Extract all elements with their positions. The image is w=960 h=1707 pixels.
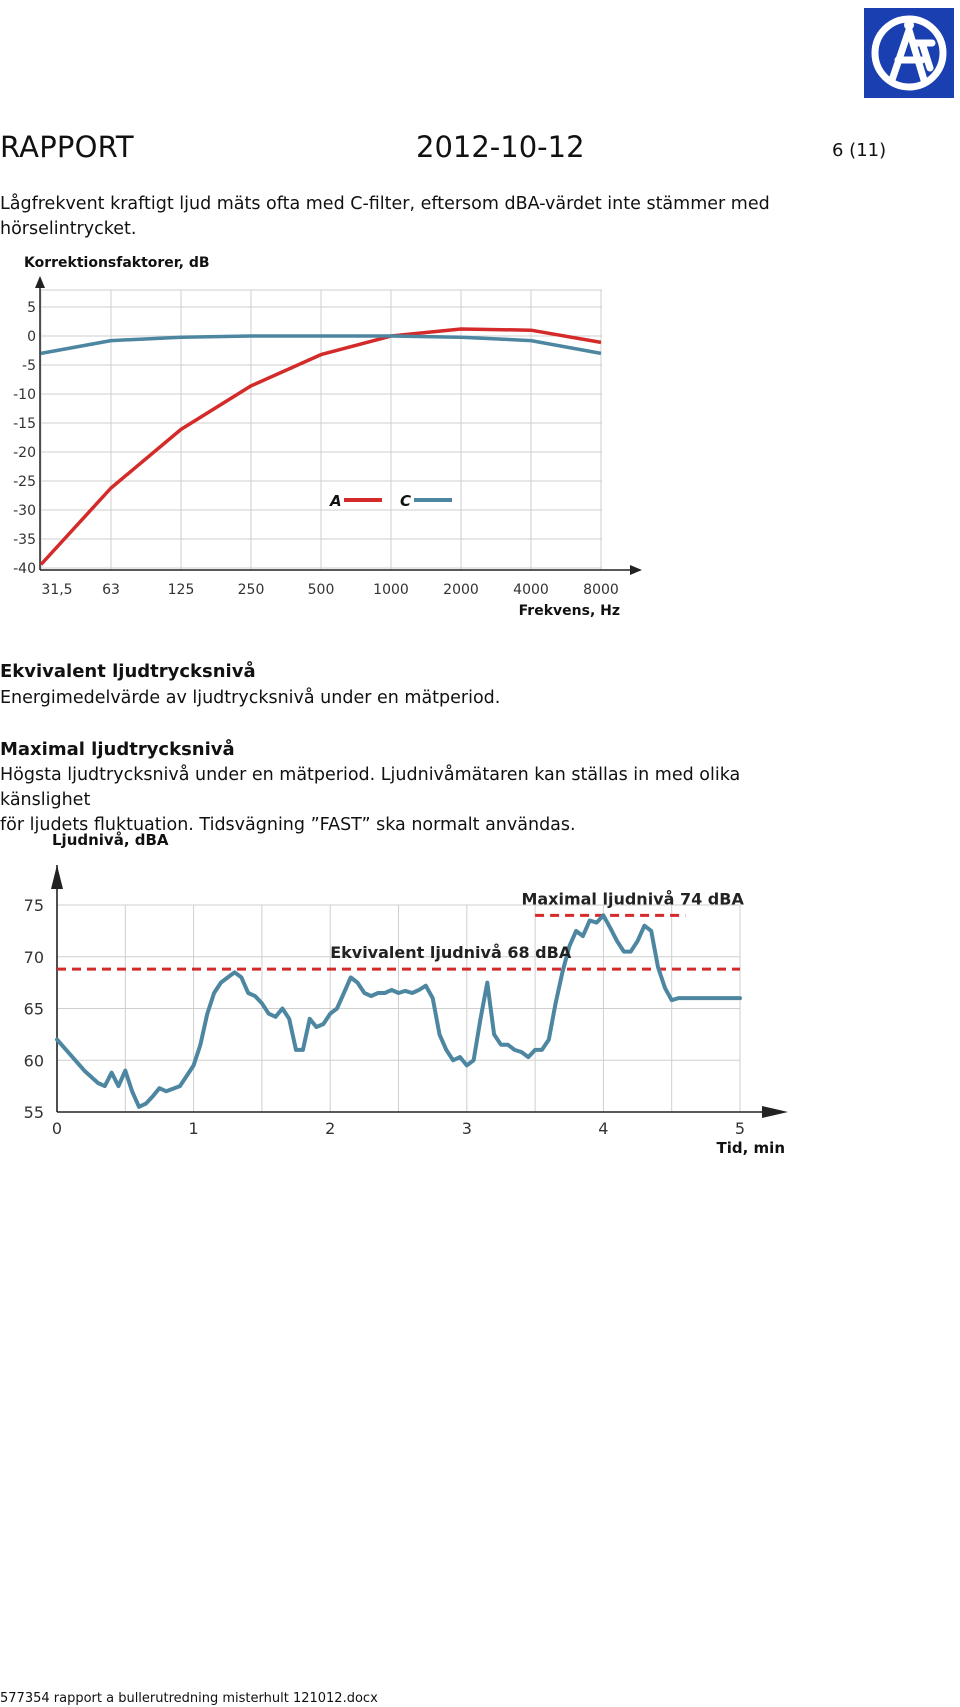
intro-paragraph xyxy=(0,192,800,242)
chart1-x-tick-label: 1000 xyxy=(373,582,409,598)
chart2-y-tick-label: 75 xyxy=(23,896,44,915)
chart2-y-tick-label: 55 xyxy=(23,1103,44,1122)
chart2-x-tick-label: 1 xyxy=(188,1119,199,1138)
chart1-x-tick-label: 4000 xyxy=(513,582,549,598)
chart1-x-tick-label: 63 xyxy=(102,582,120,598)
af-logo-icon xyxy=(864,8,954,98)
intro-line-2: hörselintrycket. xyxy=(0,219,137,239)
chart1-y-tick-label: -5 xyxy=(22,358,36,374)
chart1-y-arrow xyxy=(35,276,45,288)
chart2-y-arrow xyxy=(51,865,63,889)
max-line-2: för ljudets fluktuation. Tidsvägning ”FAST” ska normalt användas. xyxy=(0,815,576,835)
chart1-y-tick-label: -15 xyxy=(13,416,36,432)
ekv-heading: Ekvivalent ljudtrycksnivå xyxy=(0,661,256,682)
chart1-y-tick-label: -40 xyxy=(13,561,36,577)
chart1-y-tick-label: -10 xyxy=(13,387,36,403)
chart2-x-tick-label: 4 xyxy=(598,1119,609,1138)
chart1-xlabel: Frekvens, Hz xyxy=(518,603,620,619)
chart1-x-arrow xyxy=(630,565,642,575)
sound-level-chart xyxy=(0,825,800,1165)
page-number: 6 (11) xyxy=(832,140,887,161)
chart2-title: Ljudnivå, dBA xyxy=(52,831,169,849)
chart2-annotation: Maximal ljudnivå 74 dBA xyxy=(521,889,744,909)
report-date: 2012-10-12 xyxy=(416,130,585,164)
chart1-y-tick-label: -20 xyxy=(13,445,36,461)
chart2-x-tick-label: 0 xyxy=(51,1119,63,1138)
intro-line-1: Lågfrekvent kraftigt ljud mäts ofta med C-filter, eftersom dBA-värdet inte stämmer med xyxy=(0,194,770,214)
chart1-x-tick-label: 250 xyxy=(237,582,265,598)
ekv-text: Energimedelvärde av ljudtrycksnivå under en mätperiod. xyxy=(0,688,501,708)
chart1-title: Korrektionsfaktorer, dB xyxy=(24,255,210,271)
report-title: RAPPORT xyxy=(0,130,134,164)
chart1-y-tick-label: -30 xyxy=(13,503,36,519)
chart1-y-tick-label: -35 xyxy=(13,532,36,548)
chart1-x-tick-label: 500 xyxy=(307,582,335,598)
chart1-y-tick-label: -25 xyxy=(13,474,36,490)
chart2-x-tick-label: 3 xyxy=(461,1119,472,1138)
chart1-legend-label-c: C xyxy=(400,492,412,510)
chart2-y-tick-label: 70 xyxy=(23,947,44,967)
chart2-y-tick-label: 65 xyxy=(23,999,44,1019)
chart1-y-tick-label: 5 xyxy=(27,300,36,316)
chart1-legend-label-a: A xyxy=(330,492,342,510)
max-heading: Maximal ljudtrycksnivå xyxy=(0,739,235,760)
chart2-x-tick-label: 2 xyxy=(325,1119,336,1138)
chart2-x-arrow xyxy=(762,1106,788,1118)
chart2-x-tick-label: 5 xyxy=(734,1119,746,1138)
max-line-1: Högsta ljudtrycksnivå under en mätperiod. Ljudnivåmätaren kan ställas in med olika känslighet xyxy=(0,765,741,810)
chart1-x-tick-label: 8000 xyxy=(583,582,619,598)
chart2-y-tick-label: 60 xyxy=(23,1051,44,1071)
chart1-x-tick-label: 31,5 xyxy=(41,582,73,598)
chart1-x-tick-label: 125 xyxy=(167,582,195,598)
chart1-y-tick-label: 0 xyxy=(27,329,36,345)
chart2-annotation: Ekvivalent ljudnivå 68 dBA xyxy=(330,943,572,963)
correction-factor-chart xyxy=(0,250,660,630)
footer-filename: 577354 rapport a bullerutredning misterhult 121012.docx xyxy=(0,1691,378,1706)
chart1-x-tick-label: 2000 xyxy=(443,582,479,598)
chart2-xlabel: Tid, min xyxy=(716,1139,785,1157)
